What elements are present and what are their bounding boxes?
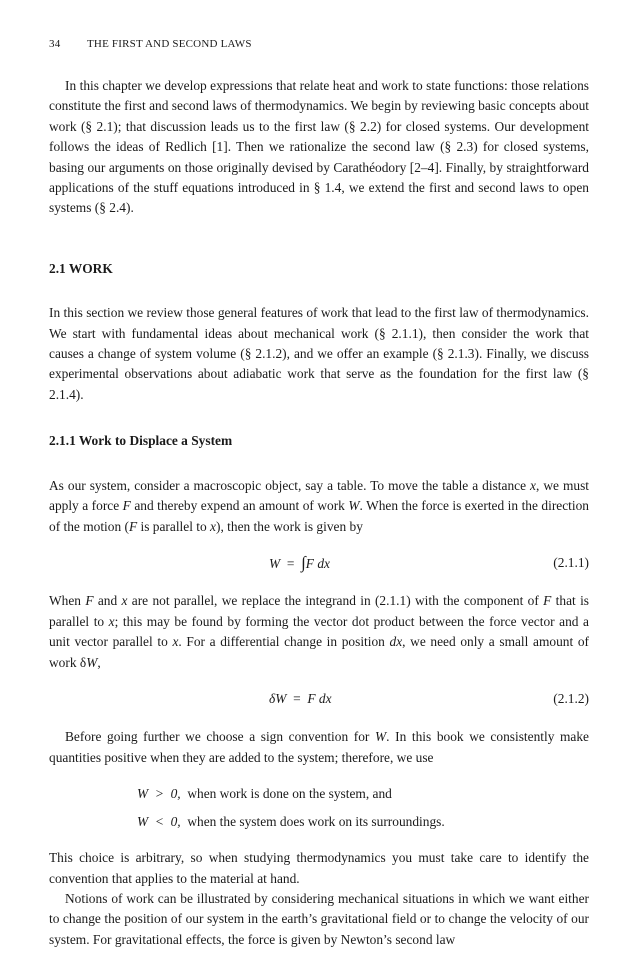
condition-negative (49, 808, 589, 836)
condition-expression: W > 0, (137, 786, 181, 802)
text-run: ), then the work is given by (216, 518, 363, 534)
equation-2-1-1 (49, 553, 589, 573)
equation-body (269, 689, 332, 709)
eq-lhs: W (269, 555, 281, 571)
paragraph-component (49, 591, 589, 673)
paragraph-displacement (49, 476, 589, 537)
var-dx: dx (389, 634, 403, 650)
condition-text: when work is done on the system, and (187, 786, 392, 802)
eq-rhs: F dx (305, 555, 330, 571)
intro-paragraph: In this chapter we develop expressions that relate heat and work to state functions: those relations constitute the first and second laws of thermodynamics. We begin by reviewing basic concepts about work (§ 2.1); that discussion leads us to the first law (§ 2.2) for closed systems. Our development follows the ideas of Redlich [1]. Then we rationalize the second law (§ 2.3) for closed systems, basing our arguments on those originally devised by Carathéodory [2–4]. Finally, by straightforward applications of the stuff equations introduced in § 1.4, we extend the first and second laws to open systems (§ 2.4). (49, 78, 589, 216)
var-W: W (348, 498, 360, 514)
page-number: 34 (49, 38, 61, 50)
var-F: F (543, 593, 552, 609)
var-F: F (122, 498, 131, 514)
eq-equals: = (286, 555, 295, 571)
running-title: THE FIRST AND SECOND LAWS (87, 38, 252, 50)
text-run: that is parallel to (49, 593, 589, 629)
var-x: x (121, 593, 128, 609)
var-F: F (85, 593, 94, 609)
text-run: . When the force is exerted in the direction of the motion ( (49, 498, 589, 534)
eq-equals: = (293, 690, 301, 706)
text-run: When (49, 593, 86, 609)
text-run: ; this may be found by forming the vector dot product between the force vector and a unit vector parallel to (49, 613, 589, 650)
text-run: . For a differential change in position (178, 634, 390, 650)
paragraph-arbitrary: This choice is arbitrary, so when studying thermodynamics you must take care to identify the convention that applies to the material at hand. (49, 850, 589, 886)
text-run: , (97, 654, 101, 670)
text-run: is parallel to (137, 518, 211, 534)
var-x: x (210, 518, 216, 534)
condition-positive (49, 780, 589, 808)
var-x: x (108, 613, 115, 629)
equation-number: (2.1.2) (553, 690, 589, 706)
text-run: . In this book we consistently make quantities positive when they are added to the system; therefore, we use (49, 729, 589, 765)
paragraph-sign-convention (49, 727, 589, 768)
integral-sign: ∫ (301, 552, 306, 572)
running-head (49, 38, 589, 56)
text-run: Before going further we choose a sign convention for (65, 729, 375, 745)
book-page (49, 38, 589, 950)
eq-rhs: F dx (307, 690, 332, 706)
condition-text: when the system does work on its surroundings. (187, 814, 445, 830)
var-W: W (86, 654, 98, 670)
var-W: W (375, 729, 387, 745)
paragraph-notions: Notions of work can be illustrated by considering mechanical situations in which we want either to change the position of our system in the earth’s gravitational field or to change the velocity of our system. For gravitational effects, the force is given by Newton’s second law (49, 890, 589, 947)
equation-2-1-2 (49, 689, 589, 709)
text-run: , we need only a small amount of work δ (49, 634, 589, 670)
text-run: and (93, 593, 122, 609)
eq-lhs: δW (269, 690, 287, 706)
var-x: x (530, 477, 536, 493)
var-x: x (172, 634, 179, 650)
section-heading: 2.1 WORK (49, 260, 113, 276)
subsection-heading: 2.1.1 Work to Displace a System (49, 433, 233, 449)
condition-expression: W < 0, (137, 814, 181, 830)
equation-number: (2.1.1) (553, 554, 589, 570)
sign-conditions (49, 780, 589, 836)
equation-body (269, 553, 330, 574)
text-run: are not parallel, we replace the integrand in (2.1.1) with the component of (127, 593, 544, 609)
text-run: , we must apply a force (49, 477, 589, 514)
var-F: F (128, 518, 138, 534)
section-paragraph: In this section we review those general features of work that lead to the first law of thermodynamics. We start with fundamental ideas about mechanical work (§ 2.1.1), then consider the work that causes a change of system volume (§ 2.1.2), and we offer an example (§ 2.1.3). Finally, we discuss experimental observations about adiabatic work that serve as the foundation for the first law (§ 2.1.4). (49, 305, 589, 402)
text-run: As our system, consider a macroscopic object, say a table. To move the table a distance (49, 477, 531, 493)
text-run: and thereby expend an amount of work (130, 498, 349, 514)
